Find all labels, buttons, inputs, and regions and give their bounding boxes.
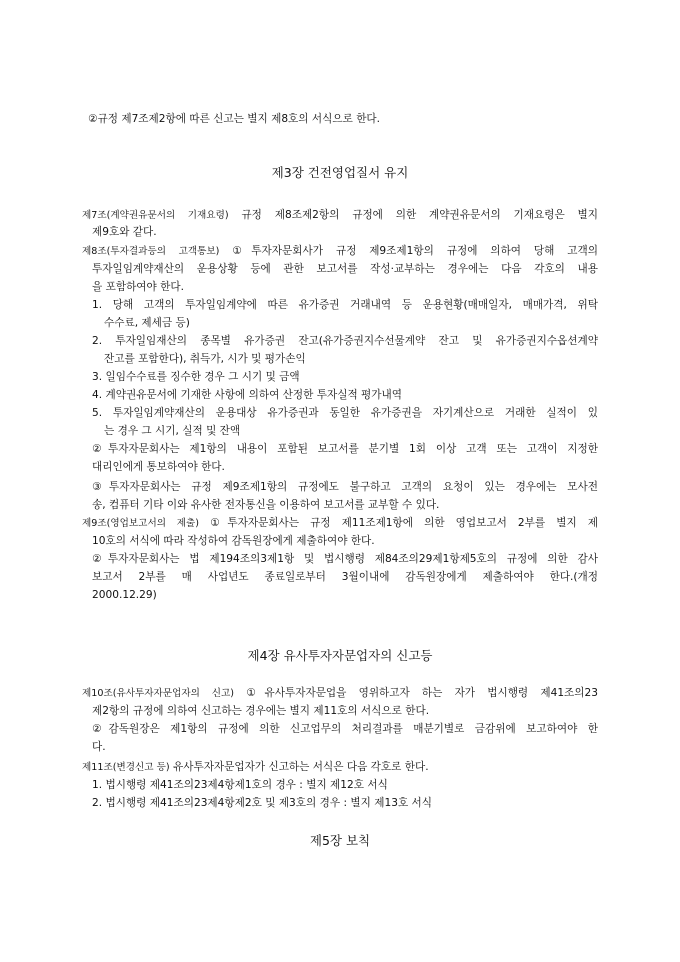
article-8-item-4: 4. 계약권유문서에 기재한 사항에 의하여 산정한 투자실적 평가내역 (92, 389, 402, 401)
article-9-amendment-date: 2000.12.29) (92, 589, 157, 601)
article-9-para-2-cont: 보고서 2부를 매 사업년도 종료일로부터 3월이내에 감독원장에게 제출하여야 한다.(개정 (92, 571, 598, 583)
article-10-line-2: 제2항의 규정에 의하여 신고하는 경우에는 별지 제11호의 서식으로 한다. (92, 705, 430, 717)
clause-7-2-line: ②규정 제7조제2항에 따른 신고는 별지 제8호의 서식으로 한다. (88, 113, 381, 125)
article-11-item-2: 2. 법시행령 제41조의23제4항제2호 및 제3호의 경우 : 별지 제13호 서식 (92, 797, 433, 809)
article-8-item-2-cont: 잔고를 포함한다), 취득가, 시가 및 평가손익 (104, 353, 306, 365)
article-7-label: 제7조(계약권유문서의 기재요령) (82, 210, 229, 221)
article-11-item-1: 1. 법시행령 제41조의23제4항제1호의 경우 : 별지 제12호 서식 (92, 779, 388, 791)
article-8-para-2: ②투자자문회사는 제1항의 내용이 포함된 보고서를 분기별 1회 이상 고객 또는 고객이 지정한 (92, 443, 598, 455)
article-8-line-3: 을 포함하여야 한다. (92, 281, 184, 293)
article-7-line-2: 제9호와 같다. (92, 226, 157, 238)
article-8-item-1-cont: 수수료, 제세금 등) (104, 317, 190, 329)
chapter-3-title: 제3장 건전영업질서 유지 (271, 165, 409, 180)
article-8-item-2: 2. 투자일임재산의 종목별 유가증권 잔고(유가증권지수선물계약 잔고 및 유가증권지수옵션계약 (92, 335, 598, 347)
article-10-para-2-cont: 다. (92, 741, 106, 753)
article-10-line-1: 제10조(유사투자자문업자의 신고) ①유사투자자문업을 영위하고자 하는 자가 법시행령 제41조의23 (82, 687, 598, 699)
article-8-item-5-cont: 는 경우 그 시기, 실적 및 잔액 (104, 425, 241, 437)
chapter-4-title: 제4장 유사투자자문업자의 신고등 (247, 648, 433, 663)
article-8-item-5: 5. 투자일임계약재산의 운용대상 유가증권과 동일한 유가증권을 자기계산으로 거래한 실적이 있 (92, 407, 598, 419)
article-8-label: 제8조(투자결과등의 고객통보) (82, 246, 220, 257)
article-8-item-3: 3. 일임수수료를 징수한 경우 그 시기 및 금액 (92, 371, 300, 383)
article-10-para-2: ②감독원장은 제1항의 규정에 의한 신고업무의 처리결과를 매분기별로 금감위에 보고하여야 한 (92, 723, 598, 735)
article-9-para-2: ②투자자문회사는 법 제194조의3제1항 및 법시행령 제84조의29제1항제5호의 규정에 의한 감사 (92, 553, 598, 565)
article-8-para-3-cont: 송, 컴퓨터 기타 이와 유사한 전자통신을 이용하여 보고서를 교부할 수 있다. (92, 499, 440, 511)
article-11-label: 제11조(변경신고 등) (82, 762, 170, 773)
chapter-5-title: 제5장 보칙 (309, 833, 371, 848)
article-7-line-1: 제7조(계약권유문서의 기재요령) 규정 제8조제2항의 규정에 의한 계약권유문서의 기재요령은 별지 (82, 209, 598, 221)
article-10-label: 제10조(유사투자자문업자의 신고) (82, 688, 235, 699)
article-9-label: 제9조(영업보고서의 제출) (82, 518, 200, 529)
article-9-line-1: 제9조(영업보고서의 제출) ①투자자문회사는 규정 제11조제1항에 의한 영업보고서 2부를 별지 제 (82, 517, 598, 529)
article-8-item-1: 1. 당해 고객의 투자일임계약에 따른 유가증권 거래내역 등 운용현황(매매일자, 매매가격, 위탁 (92, 299, 598, 311)
article-9-line-2: 10호의 서식에 따라 작성하여 감독원장에게 제출하여야 한다. (92, 535, 375, 547)
article-8-line-2: 투자일임계약재산의 운용상황 등에 관한 보고서를 작성·교부하는 경우에는 다음 각호의 내용 (92, 263, 598, 275)
article-8-para-3: ③투자자문회사는 규정 제9조제1항의 규정에도 불구하고 고객의 요청이 있는 경우에는 모사전 (92, 481, 598, 493)
article-11-line-1: 제11조(변경신고 등) 유사투자자문업자가 신고하는 서식은 다음 각호로 한다. (82, 761, 429, 773)
article-8-para-2-cont: 대리인에게 통보하여야 한다. (92, 461, 225, 473)
article-8-line-1: 제8조(투자결과등의 고객통보) ①투자자문회사가 규정 제9조제1항의 규정에 의하여 당해 고객의 (82, 245, 598, 257)
